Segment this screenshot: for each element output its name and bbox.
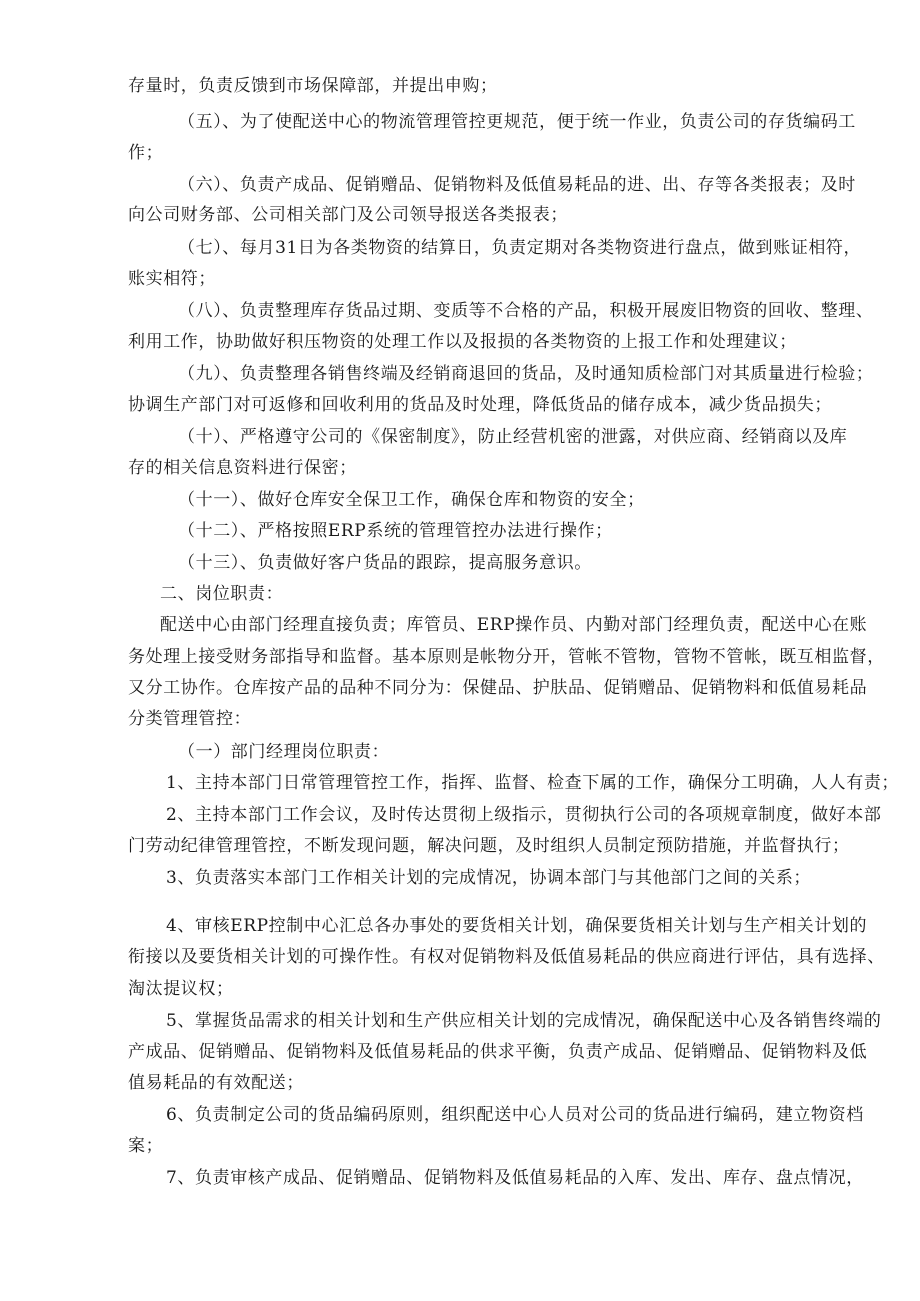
text-line: （五）、为了使配送中心的物流管理管控更规范，便于统一作业，负责公司的存货编码工	[178, 112, 856, 132]
text-line: 协调生产部门对可返修和回收利用的货品及时处理，降低货品的储存成本，减少货品损失；	[128, 395, 832, 415]
text-line: 1、主持本部门日常管理管控工作，指挥、监督、检查下属的工作，确保分工明确，人人有责；	[166, 773, 900, 793]
text-line: （十一）、做好仓库安全保卫工作，确保仓库和物资的安全；	[178, 490, 645, 510]
text-line: 存的相关信息资料进行保密；	[128, 458, 357, 478]
text-line: 配送中心由部门经理直接负责；库管员、ERP操作员、内勤对部门经理负责，配送中心在账	[160, 615, 868, 635]
section-heading: 二、岗位职责：	[160, 584, 284, 604]
text-line: （十三）、负责做好客户货品的跟踪，提高服务意识。	[178, 553, 592, 573]
text-line: 向公司财务部、公司相关部门及公司领导报送各类报表；	[128, 205, 568, 225]
text-line: （六）、负责产成品、促销赠品、促销物料及低值易耗品的进、出、存等各类报表；及时	[178, 175, 856, 195]
text-line: 值易耗品的有效配送；	[128, 1073, 304, 1093]
text-line: （八）、负责整理库存货品过期、变质等不合格的产品，积极开展废旧物资的回收、整理、	[178, 301, 874, 321]
text-line: 2、主持本部门工作会议，及时传达贯彻上级指示，贯彻执行公司的各项规章制度，做好本部	[166, 805, 882, 825]
text-line: （七）、每月31日为各类物资的结算日，负责定期对各类物资进行盘点，做到账证相符，	[178, 238, 862, 258]
text-line: （十）、严格遵守公司的《保密制度》，防止经营机密的泄露，对供应商、经销商以及库	[178, 427, 848, 447]
text-line: 作；	[128, 143, 164, 163]
text-line: 3、负责落实本部门工作相关计划的完成情况，协调本部门与其他部门之间的关系；	[166, 868, 812, 888]
text-line: 7、负责审核产成品、促销赠品、促销物料及低值易耗品的入库、发出、库存、盘点情况，	[166, 1168, 864, 1188]
text-line: 分类管理管控：	[128, 709, 252, 729]
text-line: 淘汰提议权；	[128, 979, 234, 999]
text-line: 产成品、促销赠品、促销物料及低值易耗品的供求平衡，负责产成品、促销赠品、促销物料及低	[128, 1042, 868, 1062]
text-line: 5、掌握货品需求的相关计划和生产供应相关计划的完成情况，确保配送中心及各销售终端的	[166, 1011, 882, 1031]
text-line: 衔接以及要货相关计划的可操作性。有权对促销物料及低值易耗品的供应商进行评估，具有选择、	[128, 947, 885, 967]
text-line: 案；	[128, 1136, 164, 1156]
text-line: 又分工协作。仓库按产品的品种不同分为：保健品、护肤品、促销赠品、促销物料和低值易耗品	[128, 678, 868, 698]
text-line: （九）、负责整理各销售终端及经销商退回的货品，及时通知质检部门对其质量进行检验；	[178, 364, 874, 384]
text-line: 利用工作，协助做好积压物资的处理工作以及报损的各类物资的上报工作和处理建议；	[128, 332, 797, 352]
text-line: 6、负责制定公司的货品编码原则，组织配送中心人员对公司的货品进行编码，建立物资档	[166, 1105, 864, 1125]
subsection-heading: （一）部门经理岗位职责：	[178, 742, 390, 762]
text-line: （十二）、严格按照ERP系统的管理管控办法进行操作；	[178, 521, 613, 541]
text-line: 账实相符；	[128, 269, 216, 289]
text-line: 存量时，负责反馈到市场保障部，并提出申购；	[128, 76, 498, 96]
text-line: 4、审核ERP控制中心汇总各办事处的要货相关计划，确保要货相关计划与生产相关计划的	[166, 916, 868, 936]
text-line: 务处理上接受财务部指导和监督。基本原则是帐物分开，管帐不管物，管物不管帐，既互相监督，	[128, 647, 885, 667]
text-line: 门劳动纪律管理管控，不断发现问题，解决问题，及时组织人员制定预防措施，并监督执行；	[128, 836, 850, 856]
